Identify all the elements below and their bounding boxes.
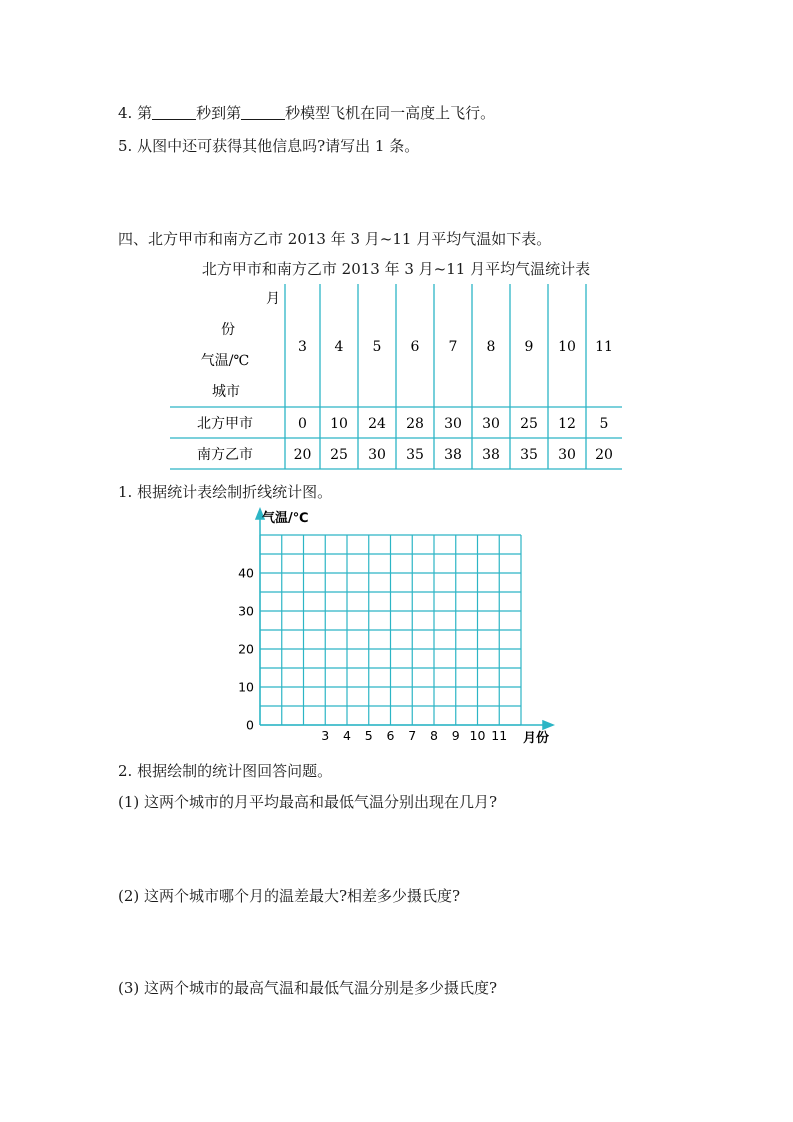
table-cell: 38	[444, 447, 462, 463]
y-tick-label: 40	[238, 565, 254, 581]
table-cell: 38	[482, 447, 500, 463]
x-axis-arrow	[543, 721, 553, 729]
x-tick-label: 7	[408, 728, 417, 743]
q4-text-b: 秒到第	[196, 104, 242, 122]
x-tick-label: 9	[451, 728, 460, 743]
table-cell: 5	[599, 416, 609, 432]
table-cell: 25	[330, 447, 348, 463]
table-cell: 35	[406, 447, 424, 463]
table-title: 北方甲市和南方乙市 2013 年 3 月~11 月平均气温统计表	[201, 260, 591, 278]
sub-question-3: (3) 这两个城市的最高气温和最低气温分别是多少摄氏度?	[118, 979, 498, 997]
question-5: 5. 从图中还可获得其他信息吗?请写出 1 条。	[118, 137, 420, 155]
table-cell: 20	[595, 447, 613, 463]
header-month-2: 份	[221, 322, 235, 338]
table-cell: 35	[520, 447, 538, 463]
header-temperature: 气温/℃	[200, 353, 250, 369]
y-tick-label: 20	[238, 641, 254, 657]
month-header-cell: 4	[334, 339, 344, 355]
month-header-cell: 3	[298, 339, 307, 355]
section-4-heading: 四、北方甲市和南方乙市 2013 年 3 月~11 月平均气温如下表。	[118, 230, 552, 248]
table-cell: 30	[368, 447, 386, 463]
task-1: 1. 根据统计表绘制折线统计图。	[118, 483, 333, 501]
month-header-cell: 7	[448, 339, 458, 355]
x-axis-label: 月份	[523, 731, 550, 746]
table-cell: 12	[558, 416, 576, 432]
x-tick-label: 4	[343, 728, 351, 743]
table-cell: 30	[482, 416, 500, 432]
sub-question-1: (1) 这两个城市的月平均最高和最低气温分别出现在几月?	[118, 793, 498, 811]
y-tick-labels	[238, 566, 254, 733]
chart-gridlines	[260, 535, 521, 725]
city-north: 北方甲市	[197, 416, 253, 432]
table-cell: 28	[406, 416, 424, 432]
city-south: 南方乙市	[197, 447, 253, 463]
x-tick-label: 10	[469, 728, 486, 743]
y-tick-label: 10	[238, 679, 254, 695]
y-tick-label: 30	[238, 603, 254, 619]
month-header-cell: 5	[372, 339, 382, 355]
x-tick-labels	[321, 728, 507, 743]
month-header-cell: 8	[486, 339, 496, 355]
table-cell: 10	[330, 416, 348, 432]
header-city: 城市	[212, 384, 240, 400]
sub-question-2: (2) 这两个城市哪个月的温差最大?相差多少摄氏度?	[118, 887, 461, 905]
q4-text-c: 秒模型飞机在同一高度上飞行。	[285, 104, 496, 122]
x-tick-label: 5	[364, 728, 373, 743]
month-header-cell: 9	[524, 339, 534, 355]
table-cell: 20	[293, 447, 312, 463]
table-cell: 0	[298, 416, 307, 432]
x-tick-label: 8	[430, 728, 438, 743]
q4-text-a: 4. 第	[118, 104, 153, 122]
x-tick-label: 3	[321, 728, 330, 743]
month-header-cell: 11	[595, 339, 613, 355]
x-tick-label: 6	[386, 728, 395, 743]
month-header-cell: 6	[410, 339, 420, 355]
table-cell: 24	[368, 416, 386, 432]
month-header-cell: 10	[558, 339, 576, 355]
header-month-1: 月	[266, 291, 280, 307]
x-tick-label: 11	[491, 728, 508, 743]
y-axis-label: 气温/℃	[262, 511, 309, 526]
table-cell: 30	[444, 416, 462, 432]
y-tick-label: 0	[246, 717, 254, 733]
table-cell: 30	[558, 447, 576, 463]
table-cell: 25	[520, 416, 538, 432]
task-2: 2. 根据绘制的统计图回答问题。	[118, 762, 333, 780]
chart-axes	[256, 509, 553, 729]
